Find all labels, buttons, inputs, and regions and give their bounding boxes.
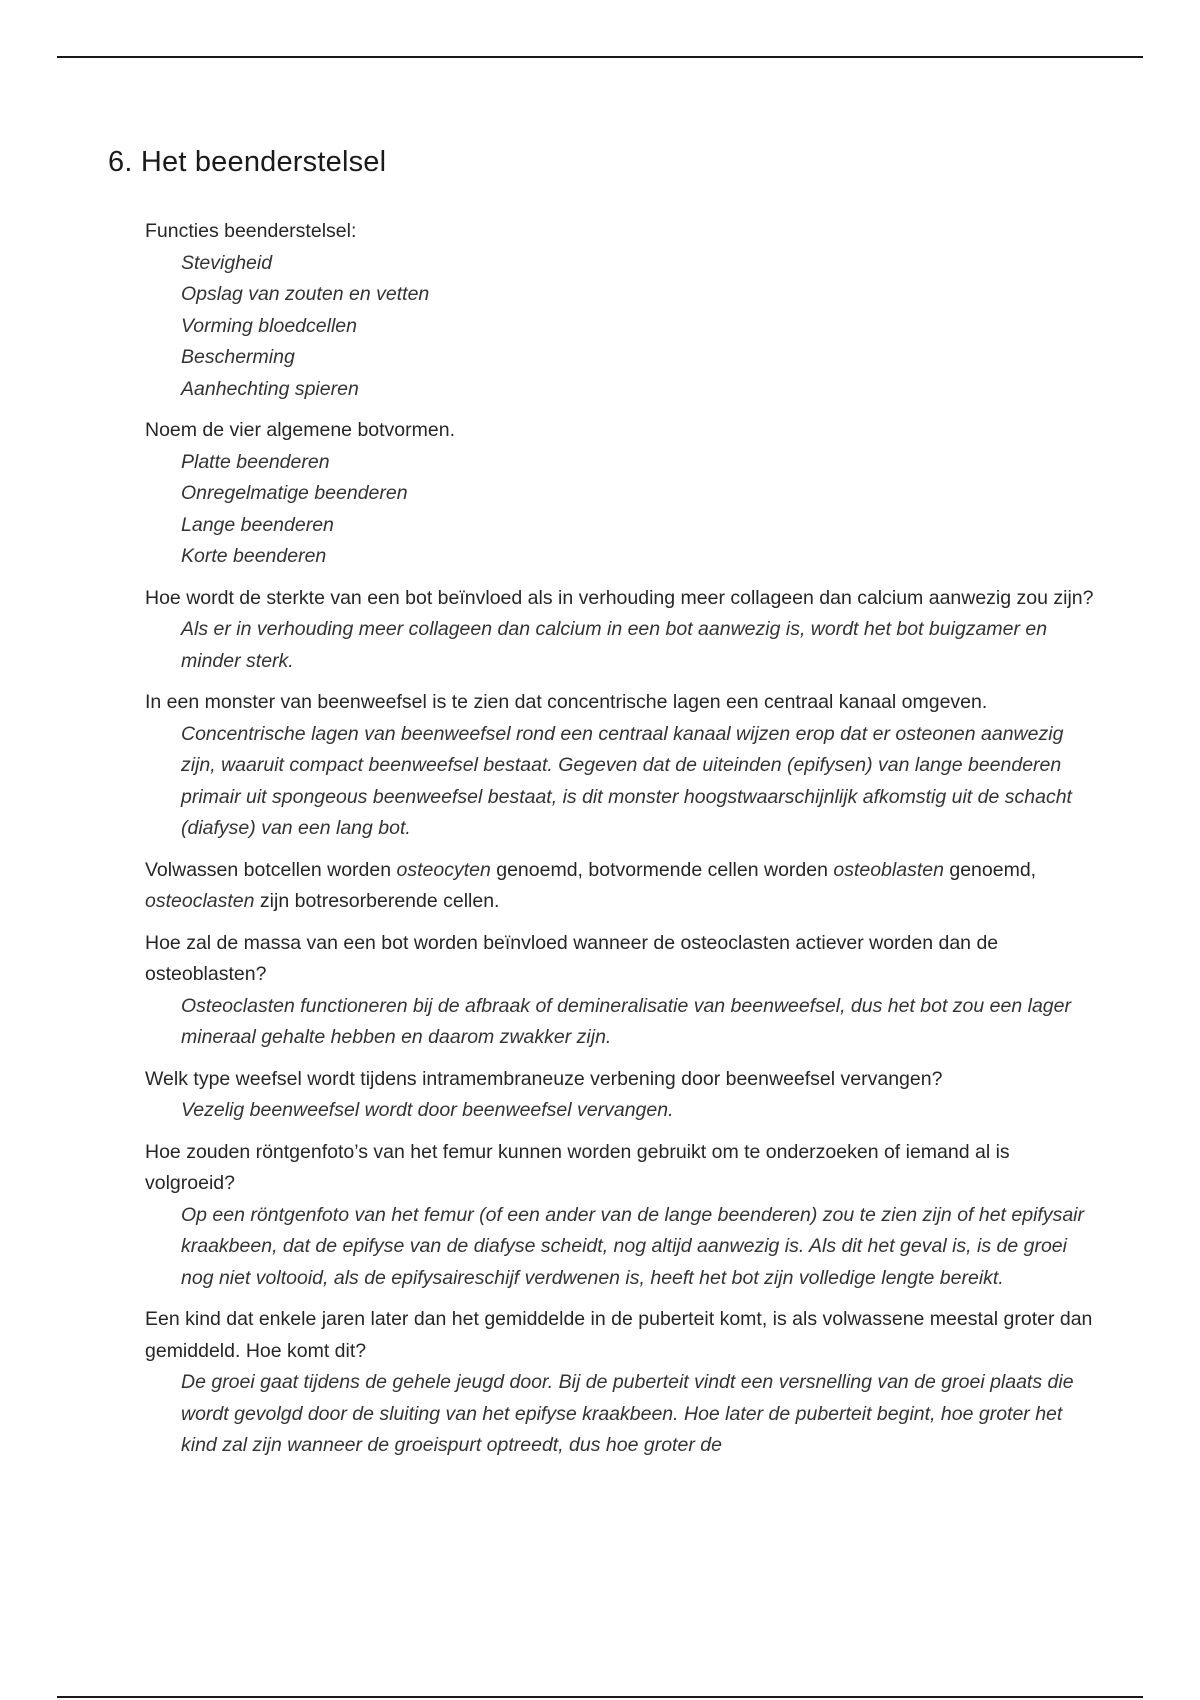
question: Functies beenderstelsel: xyxy=(145,220,357,242)
answer: Concentrische lagen van beenweefsel rond een centraal kanaal wijzen erop dat er osteonen aanwezig zijn, waaruit compact beenweefsel bestaat. Gegeven dat de uiteinden (epifysen) van lange beenderen primair uit spongeous beenweefsel bestaat, is dit monster hoogstwaarschijnlijk afkomstig uit de schacht (diafyse) van een lang bot. xyxy=(181,722,1072,839)
question: Hoe wordt de sterkte van een bot beïnvloed als in verhouding meer collageen dan calcium aanwezig zou zijn? xyxy=(145,586,1094,609)
answer-item: Platte beenderen xyxy=(181,450,330,473)
answer: Op een röntgenfoto van het femur (of een ander van de lange beenderen) zou te zien zijn of het epifysair kraakbeen, dat de epifyse van de diafyse scheidt, nog altijd aanwezig is. Als dit het geval is, is de groei nog niet voltooid, als de epifysaireschijf verdwenen is, heeft het bot zijn volledige lengte bereikt. xyxy=(181,1203,1085,1289)
bottom-rule xyxy=(57,1696,1143,1698)
section-monster xyxy=(145,687,1095,845)
answer-item: Korte beenderen xyxy=(181,545,327,567)
answer: Als er in verhouding meer collageen dan calcium in een bot aanwezig is, wordt het bot buigzamer en minder sterk. xyxy=(181,618,1048,672)
answer: De groei gaat tijdens de gehele jeugd door. Bij de puberteit vindt een versnelling van de groei plaats die wordt gevolgd door de sluiting van het epifyse kraakbeen. Hoe later de puberteit begint, hoe groter het kind zal zijn wanneer de groeispurt optreedt, dus hoe groter de xyxy=(181,1371,1074,1456)
section-massa xyxy=(145,928,1095,1054)
statement-text: genoemd, botvormende cellen worden xyxy=(490,858,834,881)
statement-text: zijn botresorberende cellen. xyxy=(254,890,500,912)
answer: Osteoclasten functioneren bij de afbraak of demineralisatie van beenweefsel, dus het bot zou een lager mineraal gehalte hebben en daarom zwakker zijn. xyxy=(181,994,1071,1048)
statement xyxy=(145,855,1095,918)
question: Hoe zal de massa van een bot worden beïnvloed wanneer de osteoclasten actiever worden dan de osteoblasten? xyxy=(145,931,999,985)
question: Hoe zouden röntgenfoto’s van het femur kunnen worden gebruikt om te onderzoeken of iemand al is volgroeid? xyxy=(145,1140,1010,1194)
term-osteoblasten: osteoblasten xyxy=(833,858,944,881)
answer-item: Onregelmatige beenderen xyxy=(181,482,408,504)
answer-item: Aanhechting spieren xyxy=(181,377,359,400)
question: Welk type weefsel wordt tijdens intramembraneuze verbening door beenweefsel vervangen? xyxy=(145,1067,943,1090)
section-verbening xyxy=(145,1064,1095,1127)
answer: Vezelig beenweefsel wordt door beenweefsel vervangen. xyxy=(181,1099,674,1121)
answer-item: Vorming bloedcellen xyxy=(181,314,357,337)
answer-item: Lange beenderen xyxy=(181,513,334,536)
statement-text: genoemd, xyxy=(943,858,1037,881)
answer-item: Opslag van zouten en vetten xyxy=(181,283,430,305)
answer-item: Bescherming xyxy=(181,346,295,368)
section-botvormen xyxy=(145,415,1095,573)
question: In een monster van beenweefsel is te zien dat concentrische lagen een centraal kanaal omgeven. xyxy=(145,691,988,713)
top-rule xyxy=(57,56,1143,58)
section-puberteit xyxy=(145,1304,1095,1462)
section-functies xyxy=(145,216,1095,405)
document-body xyxy=(145,216,1095,1472)
term-osteocyten: osteocyten xyxy=(396,858,491,881)
page-title: 6. Het beenderstelsel xyxy=(108,146,387,178)
section-botcellen xyxy=(145,855,1095,918)
section-rontgen xyxy=(145,1137,1095,1295)
answer-item: Stevigheid xyxy=(181,251,273,274)
question: Noem de vier algemene botvormen. xyxy=(145,419,455,441)
question: Een kind dat enkele jaren later dan het gemiddelde in de puberteit komt, is als volwassene meestal groter dan gemiddeld. Hoe komt dit? xyxy=(145,1308,1093,1362)
section-sterkte xyxy=(145,583,1095,678)
statement-text: Volwassen botcellen worden xyxy=(145,858,397,881)
term-osteoclasten: osteoclasten xyxy=(145,890,255,912)
